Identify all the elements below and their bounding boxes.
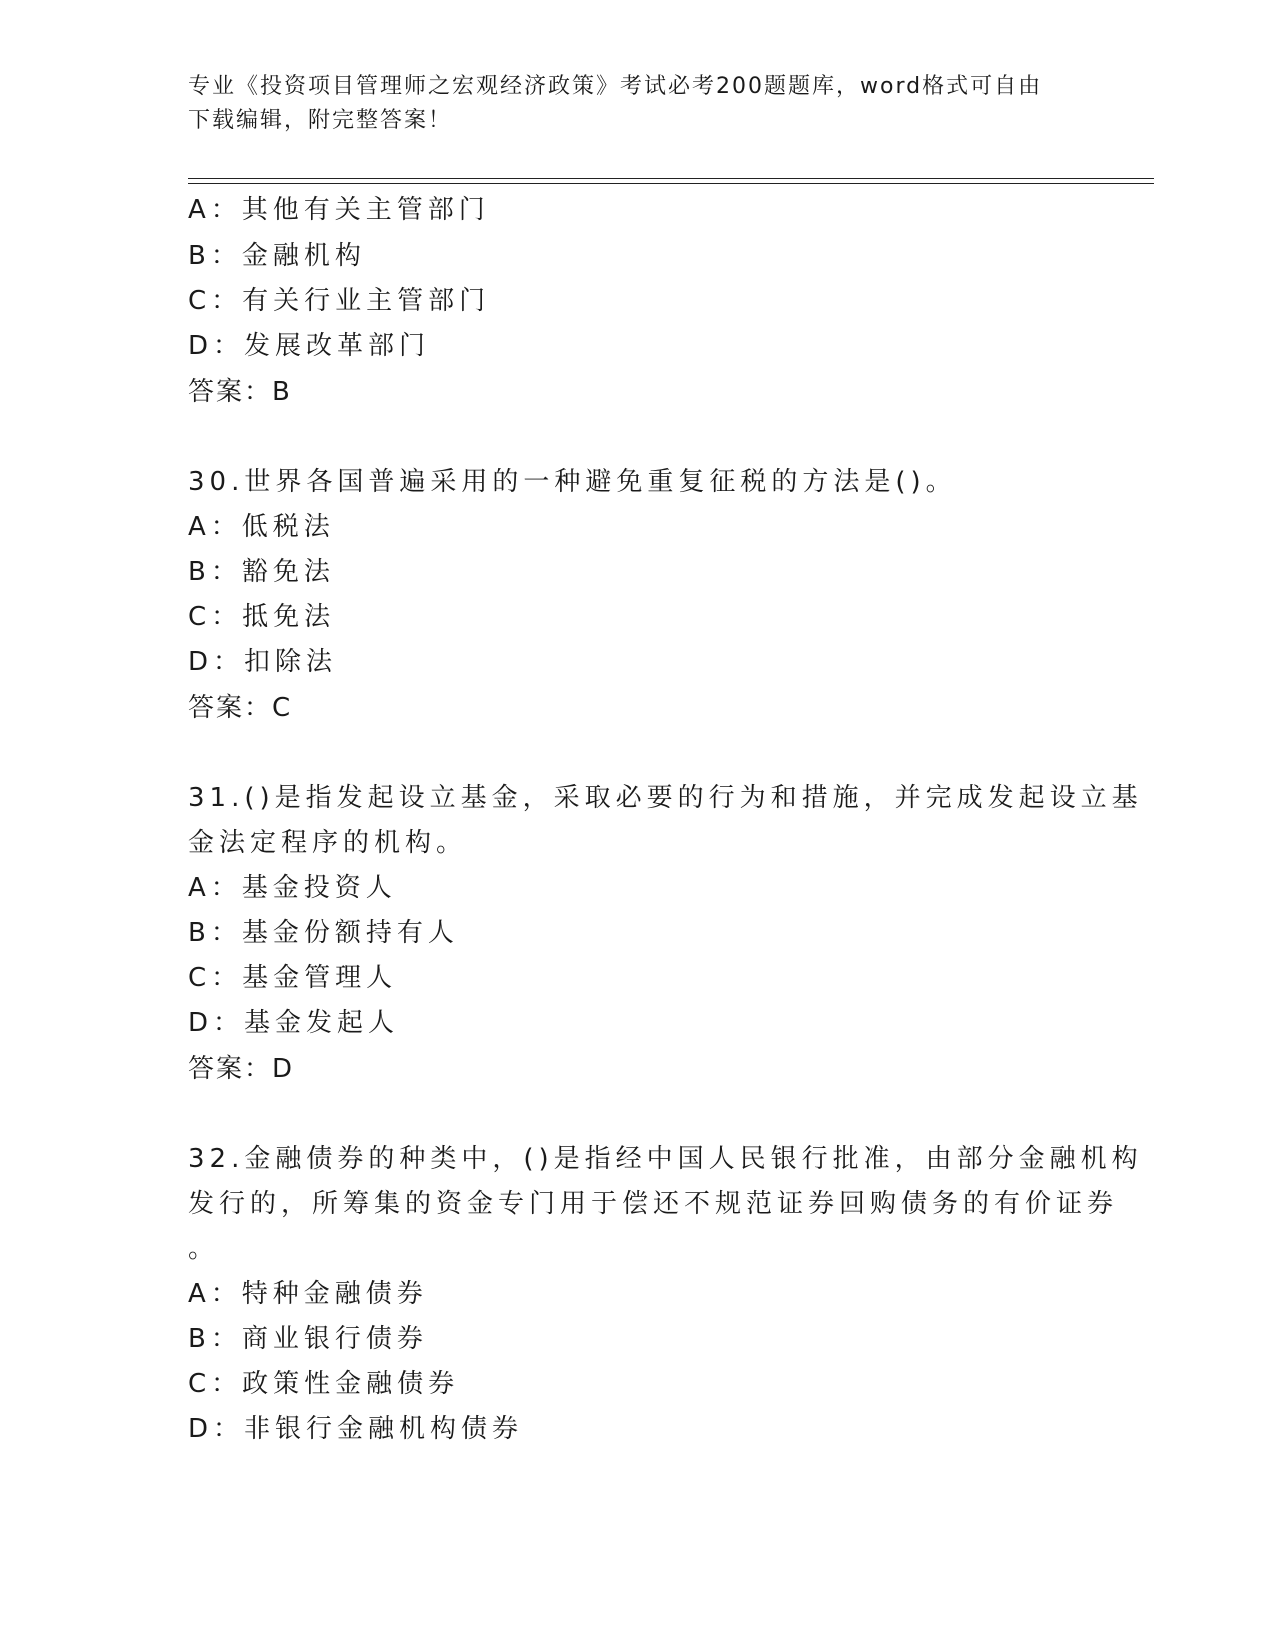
q31-option-c: C：基金管理人 [188, 963, 398, 993]
q31-stem-line-1: 31.()是指发起设立基金，采取必要的行为和措施，并完成发起设立基 [188, 783, 1143, 813]
q29-option-d: D：发展改革部门 [188, 331, 431, 361]
q29-option-a: A：其他有关主管部门 [188, 195, 490, 225]
q31-option-d: D：基金发起人 [188, 1008, 400, 1038]
q29-option-c: C：有关行业主管部门 [188, 286, 491, 316]
q30-answer: 答案：C [188, 693, 293, 723]
q32-option-b: B：商业银行债券 [188, 1324, 428, 1354]
q32-stem-line-2: 发行的，所筹集的资金专门用于偿还不规范证券回购债务的有价证券 [188, 1189, 1119, 1219]
q31-stem-line-2: 金法定程序的机构。 [188, 828, 468, 858]
q30-option-b: B：豁免法 [188, 557, 335, 587]
q29-option-b: B：金融机构 [188, 241, 366, 271]
q32-option-c: C：政策性金融债券 [188, 1369, 460, 1399]
q31-option-a: A：基金投资人 [188, 873, 397, 903]
q30-option-c: C：抵免法 [188, 602, 336, 632]
q32-stem-line-1: 32.金融债券的种类中，()是指经中国人民银行批准，由部分金融机构 [188, 1144, 1143, 1174]
q32-option-a: A：特种金融债券 [188, 1279, 428, 1309]
header-line-2: 下载编辑，附完整答案！ [188, 108, 453, 133]
q29-answer: 答案：B [188, 377, 292, 407]
header-line-1: 专业《投资项目管理师之宏观经济政策》考试必考200题题库，word格式可自由 [188, 74, 1043, 99]
q31-option-b: B：基金份额持有人 [188, 918, 459, 948]
q30-option-d: D：扣除法 [188, 647, 338, 677]
q31-answer: 答案：D [188, 1054, 295, 1084]
q30-stem-line-1: 30.世界各国普遍采用的一种避免重复征税的方法是()。 [188, 467, 957, 497]
q32-stem-line-3: 。 [188, 1234, 220, 1264]
header-divider-top [188, 178, 1154, 179]
document-header [188, 70, 1088, 138]
header-divider-bottom [188, 183, 1154, 184]
q32-option-d: D：非银行金融机构债券 [188, 1414, 524, 1444]
q30-option-a: A：低税法 [188, 512, 335, 542]
